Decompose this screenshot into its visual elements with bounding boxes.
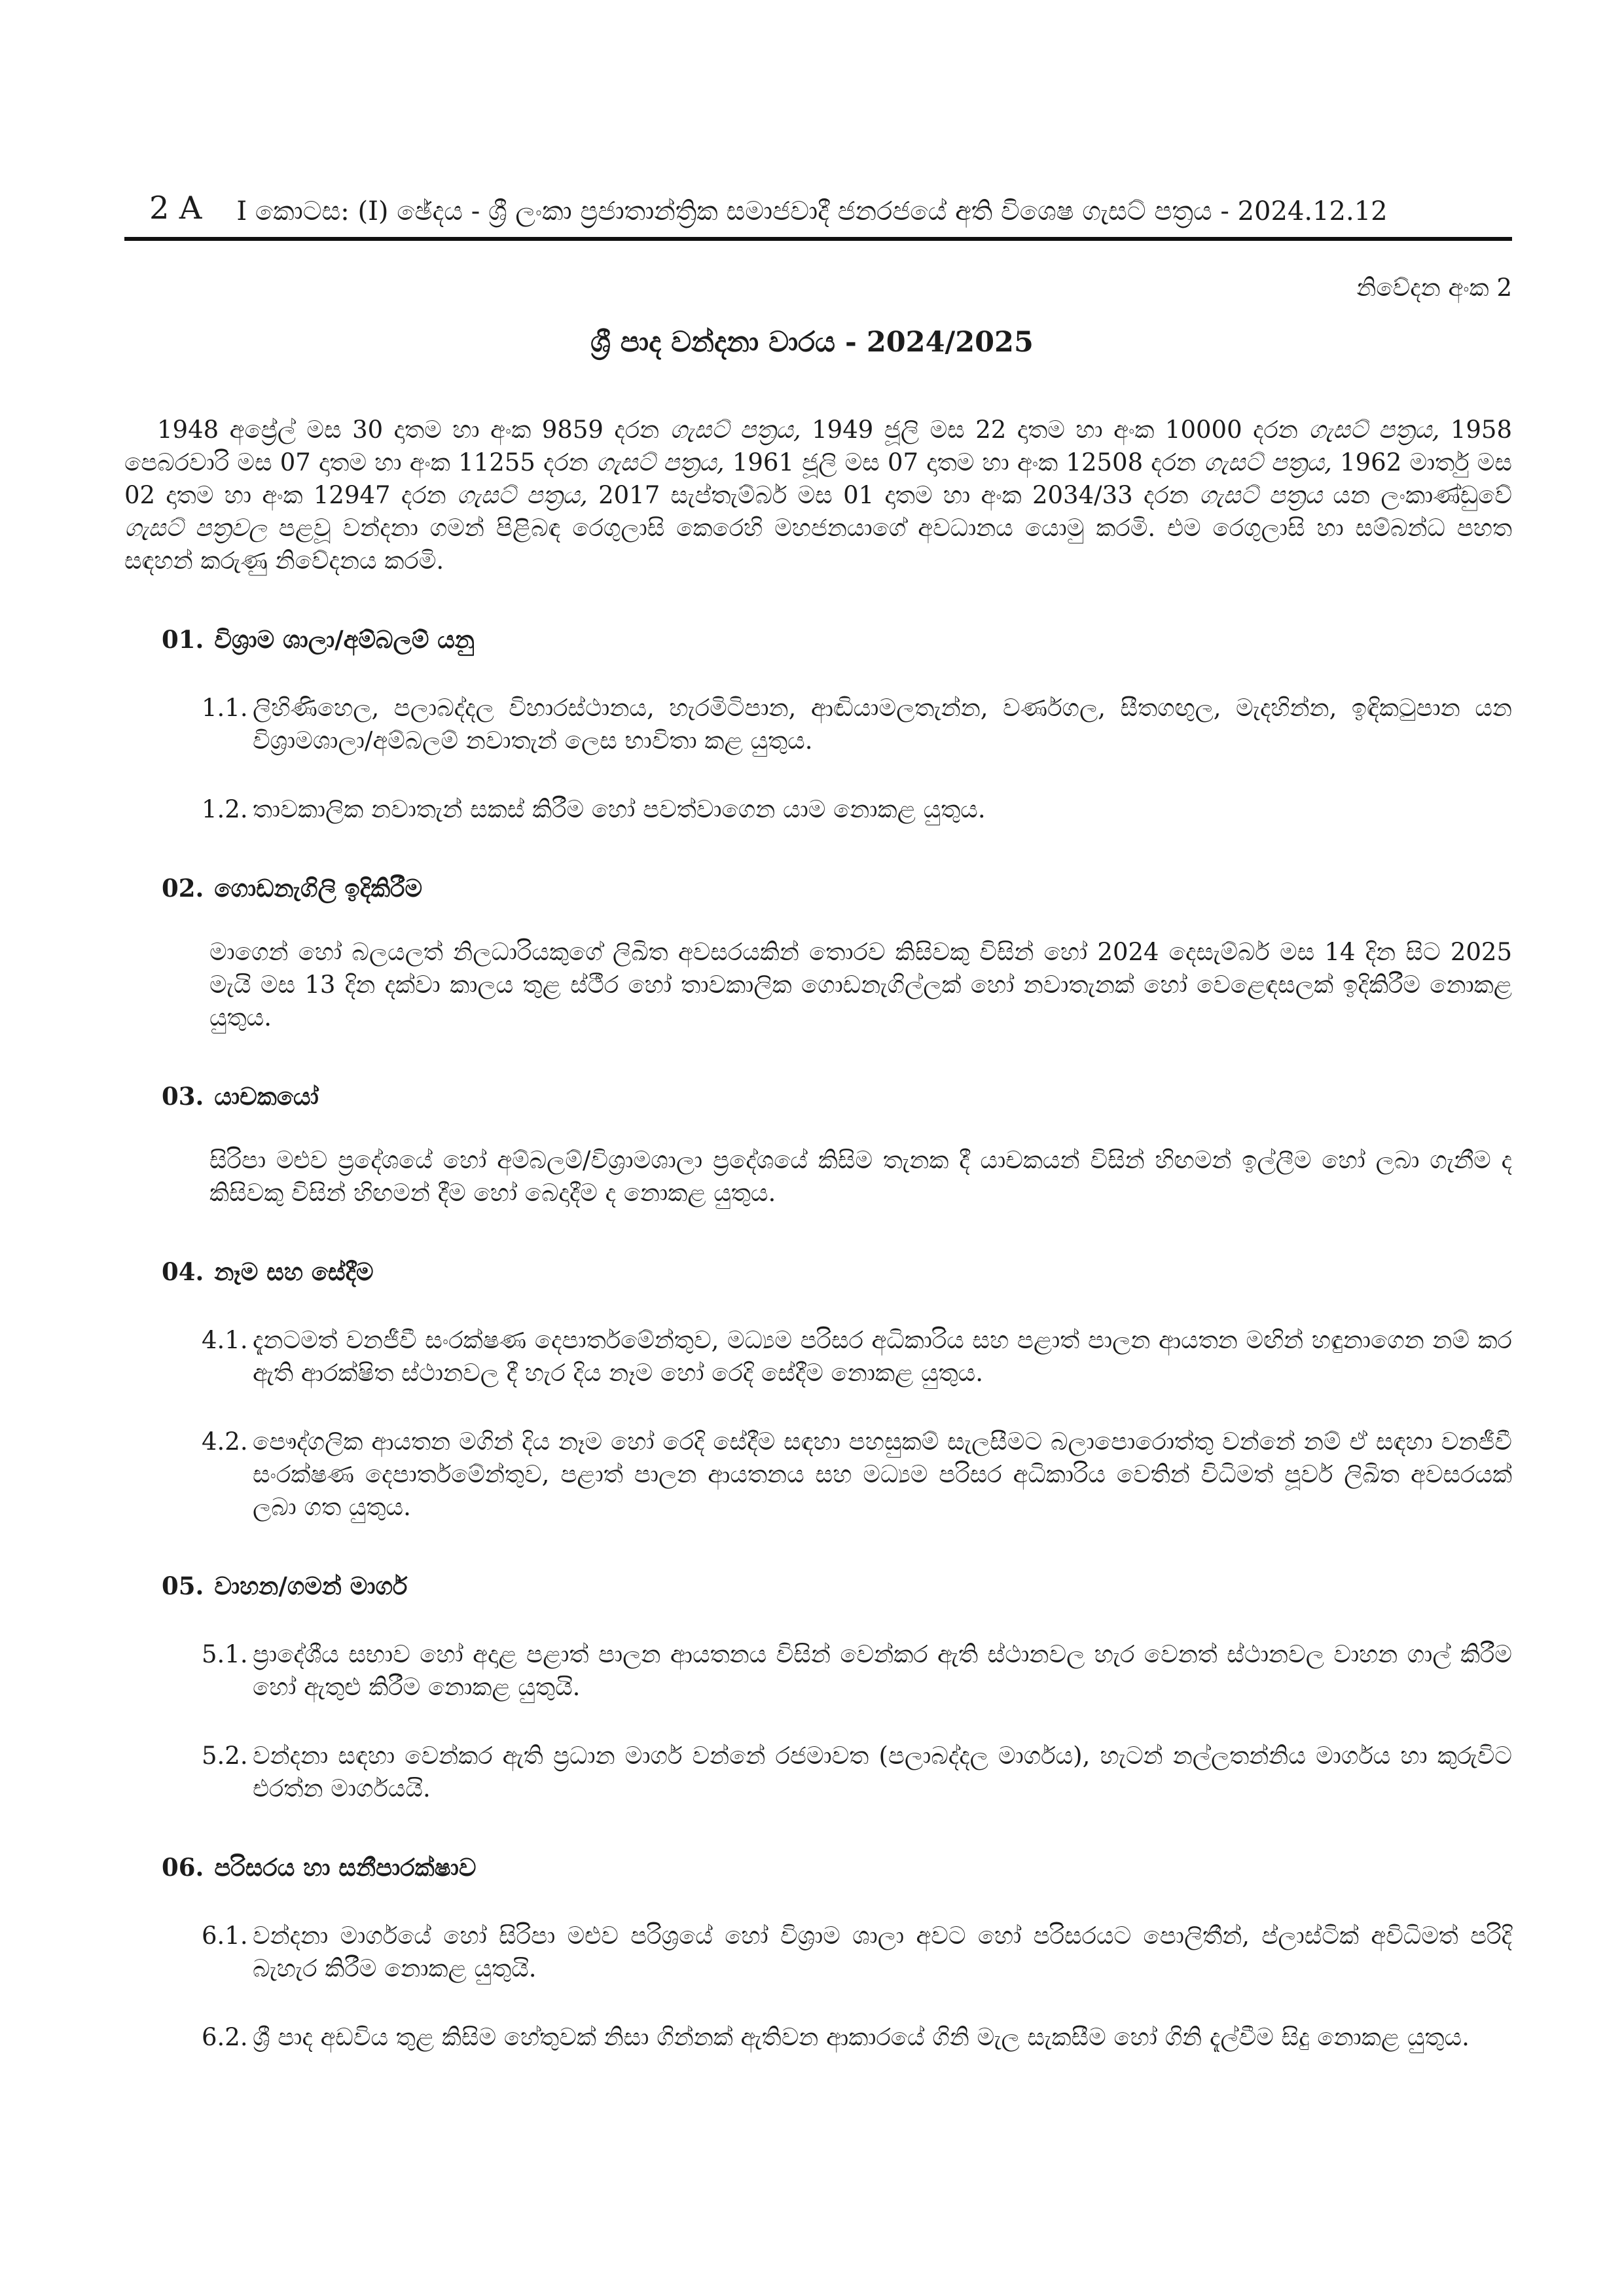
section-number: 02. bbox=[162, 874, 204, 903]
item-text: වන්දනා සඳහා වෙන්කර ඇති ප්‍රධාන මාර්ග වන්නේ රජමාවත (පලාබද්දල මාර්ගය), හැටන් නල්ලතන්නිය මාර්ගය හා කුරුවිට එරත්න මාර්ගයයි. bbox=[253, 1742, 1512, 1803]
item-number: 1.1. bbox=[202, 694, 248, 722]
section-item-5-1 bbox=[124, 1638, 1512, 1704]
section-number: 04. bbox=[162, 1257, 204, 1286]
section-title: යාචකයෝ bbox=[214, 1082, 319, 1111]
section-body-03: සිරිපා මළුව ප්‍රදේශයේ හෝ අම්බලම්/විශ්‍රාමශාලා ප්‍රදේශයේ කිසිම තැනක දී යාචකයන් විසින් හිඟමන් ඉල්ලීම හෝ ලබා ගැනීම ද කිසිවකු විසින් හිඟමන් දීම හෝ බෙදාදීම ද නොකළ යුතුය. bbox=[209, 1146, 1512, 1207]
section-item-1-1 bbox=[124, 692, 1512, 757]
section-heading-06 bbox=[124, 1851, 1512, 1884]
section-title: වාහන/ගමන් මාර්ග bbox=[214, 1571, 408, 1600]
section-item-6-2 bbox=[124, 2021, 1512, 2054]
gazette-header-title: I කොටස: (I) ඡේදය - ශ්‍රී ලංකා ප්‍රජාතාන්ත්‍රික සමාජවාදී ජනරජයේ අති විශෙෂ ගැසට් පත්‍රය - 2024.12.12 bbox=[236, 196, 1388, 226]
item-text: දැනටමත් වනජීවී සංරක්ෂණ දෙපාර්තමේන්තුව, මධ්‍යම පරිසර අධිකාරිය සහ පළාත් පාලන ආයතන මඟින් හඳුනාගෙන නම් කර ඇති ආරක්ෂිත ස්ථානවල දී හැර දිය නෑම හෝ රෙදි සේදීම නොකළ යුතුය. bbox=[253, 1326, 1512, 1387]
section-item-4-2 bbox=[124, 1426, 1512, 1524]
notice-number: නිවේදන අංක 2 bbox=[1356, 274, 1512, 302]
section-item-4-1 bbox=[124, 1324, 1512, 1390]
item-number: 4.1. bbox=[202, 1326, 248, 1354]
intro-paragraph: 1948 අප්‍රේල් මස 30 දාතම හා අංක 9859 දරන ගැසට් පත්‍රය, 1949 ජූලි මස 22 දාතම හා අංක 10000 දරන ගැසට් පත්‍රය, 1958 පෙබරවාරි මස 07 දාතම හා අංක 11255 දරන ගැසට් පත්‍රය, 1961 ජූලි මස 07 දාතම හා අංක 12508 දරන ගැසට් පත්‍රය, 1962 මාර්තු මස 02 දාතම හා අංක 12947 දරන ගැසට් පත්‍රය, 2017 සැප්තැම්බර් මස 01 දාතම හා අංක 2034/33 දරන ගැසට් පත්‍රය යන ලංකාණ්ඩුවේ ගැසට් පත්‍රවල පළවූ වන්දනා ගමන් පිළිබඳ රෙගුලාසි කෙරෙහි මහජනයාගේ අවධානය යොමු කරමි. එම රෙගුලාසි හා සම්බන්ධ පහත සඳහන් කරුණු නිවේදනය කරමි. bbox=[124, 416, 1513, 575]
section-item-1-2 bbox=[124, 793, 1512, 826]
section-item-6-1 bbox=[124, 1920, 1512, 1985]
item-text: ශ්‍රී පාද අඩවිය තුළ කිසිම හේතුවක් නිසා ගින්නක් ඇතිවන ආකාරයේ ගිනි මැල සැකසීම හෝ ගිනි දැල්වීම සිදු නොකළ යුතුය. bbox=[253, 2023, 1470, 2051]
section-heading-02 bbox=[124, 872, 1512, 905]
section-number: 06. bbox=[162, 1853, 204, 1882]
item-number: 6.1. bbox=[202, 1922, 248, 1950]
section-body-02: මාගෙන් හෝ බලයලත් නිලධාරියකුගේ ලිඛිත අවසරයකින් තොරව කිසිවකු විසින් හෝ 2024 දෙසැම්බර් මස 14 දින සිට 2025 මැයි මස 13 දින දක්වා කාලය තුළ ස්ථීර හෝ තාවකාලික ගොඩනැගිල්ලක් හෝ නවාතැනක් හෝ වෙළෙඳසලක් ඉදිකිරීම නොකළ යුතුය. bbox=[209, 938, 1512, 1031]
item-number: 5.2. bbox=[202, 1742, 248, 1770]
section-heading-01 bbox=[124, 623, 1512, 656]
section-title: පරිසරය හා සනීපාරක්ෂාව bbox=[214, 1853, 477, 1882]
section-heading-04 bbox=[124, 1255, 1512, 1288]
item-text: වන්දනා මාර්ගයේ හෝ සිරිපා මළුව පරිශ්‍රයේ හෝ විශ්‍රාම ශාලා අවට හෝ පරිසරයට පොලිතීන්, ප්ලාස්ටික් අවිධිමත් පරිදි බැහැර කිරීම නොකළ යුතුයි. bbox=[253, 1922, 1512, 1982]
item-text: තාවකාලික නවාතැන් සකස් කිරීම හෝ පවත්වාගෙන යාම නොකළ යුතුය. bbox=[253, 795, 986, 823]
item-text: පෞද්ගලික ආයතන මගින් දිය නෑම හෝ රෙදි සේදීම සඳහා පහසුකම් සැලසීමට බලාපොරොත්තු වන්නේ නම් ඒ සඳහා වනජීවී සංරක්ෂණ දෙපාර්තමේන්තුව, පළාත් පාලන ආයතනය සහ මධ්‍යම පරිසර අධිකාරිය වෙතින් විධිමත් පූර්ව ලිඛිත අවසරයක් ලබා ගත යුතුය. bbox=[253, 1427, 1512, 1521]
item-text: ලිහිණිහෙල, පලාබද්දල විහාරස්ථානය, හැරමිටිපාන, ආඬියාමලතැන්න, වර්ණගල, සීතගඟුල, මැදහින්න, ඉඳිකටුපාන යන විශ්‍රාමශාලා/අම්බලම් නවාතැන් ලෙස භාවිතා කළ යුතුය. bbox=[253, 694, 1512, 755]
section-number: 01. bbox=[162, 625, 204, 654]
item-number: 1.2. bbox=[202, 795, 248, 823]
page-number: 2 A bbox=[149, 190, 202, 226]
item-number: 6.2. bbox=[202, 2023, 248, 2051]
section-title: නෑම සහ සේදීම bbox=[214, 1257, 374, 1286]
item-number: 4.2. bbox=[202, 1427, 248, 1456]
item-number: 5.1. bbox=[202, 1640, 248, 1668]
section-heading-05 bbox=[124, 1570, 1512, 1602]
section-number: 03. bbox=[162, 1082, 204, 1111]
document-body bbox=[124, 389, 1512, 2054]
section-title: විශ්‍රාම ශාලා/අම්බලම් යනු bbox=[214, 625, 475, 654]
item-text: ප්‍රාදේශීය සභාව හෝ අදාළ පළාත් පාලන ආයතනය විසින් වෙන්කර ඇති ස්ථානවල හැර වෙනත් ස්ථානවල වාහන ගාල් කිරීම හෝ ඇතුළු කිරීම නොකළ යුතුයි. bbox=[253, 1640, 1512, 1701]
section-heading-03 bbox=[124, 1080, 1512, 1113]
section-number: 05. bbox=[162, 1571, 204, 1600]
document-title: ශ්‍රී පාද වන්දනා වාරය - 2024/2025 bbox=[590, 326, 1034, 359]
section-title: ගොඩනැගිලි ඉදිකිරීම bbox=[214, 874, 423, 903]
section-item-5-2 bbox=[124, 1740, 1512, 1805]
header-rule bbox=[124, 237, 1512, 241]
